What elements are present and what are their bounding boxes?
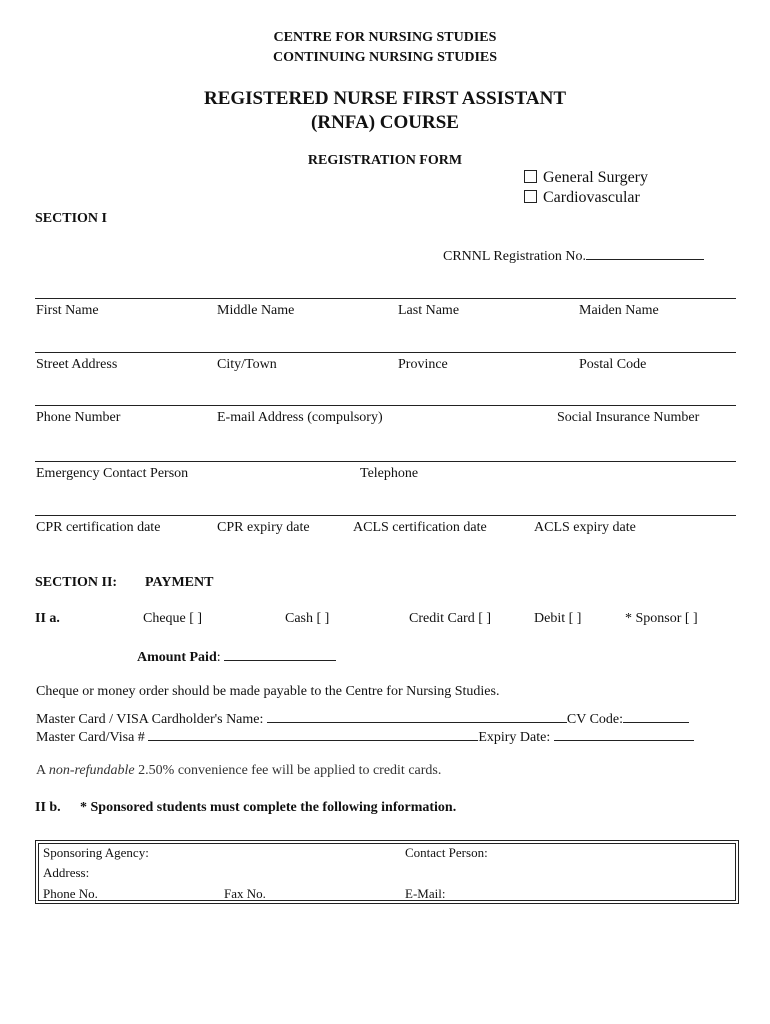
section-1-heading: SECTION I — [35, 211, 107, 226]
option-label: General Surgery — [543, 169, 648, 186]
card-number-input-line[interactable] — [148, 728, 478, 741]
course-title-line2: (RNFA) COURSE — [311, 112, 459, 133]
crnnl-input-line[interactable] — [586, 247, 704, 260]
cv-code-input-line[interactable] — [623, 710, 689, 723]
sponsored-instructions: * Sponsored students must complete the following information. — [80, 800, 457, 815]
expiry-date-input-line[interactable] — [554, 728, 694, 741]
expiry-date-label: Expiry Date: — [478, 730, 551, 745]
street-address-label: Street Address — [36, 357, 118, 372]
payment-credit-card-option[interactable]: Credit Card [ ] — [409, 611, 492, 626]
section-2-heading: SECTION II: — [35, 575, 118, 590]
payment-debit-option[interactable]: Debit [ ] — [534, 611, 582, 626]
option-general-surgery[interactable] — [524, 169, 648, 187]
option-label: Cardiovascular — [543, 189, 640, 206]
cpr-expiry-label: CPR expiry date — [217, 520, 310, 535]
option-cardiovascular[interactable] — [524, 189, 640, 207]
acls-expiry-label: ACLS expiry date — [534, 520, 636, 535]
cheque-payable-note: Cheque or money order should be made payable to the Centre for Nursing Studies. — [36, 684, 500, 699]
field-rule — [35, 352, 736, 353]
crnnl-label: CRNNL Registration No. — [443, 249, 586, 264]
field-rule — [35, 298, 736, 299]
last-name-label: Last Name — [398, 303, 460, 318]
address-label[interactable]: Address: — [43, 865, 90, 880]
cardholder-name-label: Master Card / VISA Cardholder's Name: — [36, 712, 264, 727]
amount-paid-label: Amount Paid — [137, 650, 217, 665]
first-name-label: First Name — [36, 303, 99, 318]
payment-heading: PAYMENT — [145, 575, 214, 590]
payment-sponsor-option[interactable]: * Sponsor [ ] — [625, 611, 698, 626]
department-name: CONTINUING NURSING STUDIES — [272, 50, 498, 65]
form-title: REGISTRATION FORM — [307, 153, 463, 168]
contact-person-label[interactable]: Contact Person: — [405, 845, 488, 860]
field-rule — [35, 515, 736, 516]
sponsoring-agency-label[interactable]: Sponsoring Agency: — [43, 845, 149, 860]
checkbox-icon[interactable] — [524, 170, 537, 183]
postal-code-label: Postal Code — [579, 357, 647, 372]
field-rule — [35, 461, 736, 462]
cpr-cert-date-label: CPR certification date — [36, 520, 161, 535]
section-2b-label: II b. — [35, 800, 61, 815]
city-label: City/Town — [217, 357, 277, 372]
sponsor-fax-label[interactable]: Fax No. — [224, 886, 266, 901]
emergency-contact-label: Emergency Contact Person — [36, 466, 189, 481]
cardholder-name-field[interactable] — [36, 710, 689, 728]
email-label: E-mail Address (compulsory) — [217, 410, 383, 425]
fee-note-text: 2.50% convenience fee will be applied to credit cards. — [134, 763, 442, 778]
cv-code-label: CV Code: — [566, 712, 624, 727]
middle-name-label: Middle Name — [217, 303, 295, 318]
card-number-field[interactable] — [36, 728, 694, 746]
phone-number-label: Phone Number — [36, 410, 121, 425]
sponsor-phone-label[interactable]: Phone No. — [43, 886, 98, 901]
province-label: Province — [398, 357, 448, 372]
crnnl-field[interactable] — [443, 247, 704, 265]
emergency-telephone-label: Telephone — [360, 466, 419, 481]
card-number-label: Master Card/Visa # — [36, 730, 145, 745]
course-title-line1: REGISTERED NURSE FIRST ASSISTANT — [203, 88, 566, 109]
convenience-fee-note — [36, 763, 441, 779]
field-rule — [35, 405, 736, 406]
payment-cash-option[interactable]: Cash [ ] — [285, 611, 330, 626]
checkbox-icon[interactable] — [524, 190, 537, 203]
sponsor-email-label[interactable]: E-Mail: — [405, 886, 446, 901]
acls-cert-date-label: ACLS certification date — [353, 520, 487, 535]
maiden-name-label: Maiden Name — [579, 303, 659, 318]
payment-cheque-option[interactable]: Cheque [ ] — [143, 611, 203, 626]
amount-paid-field[interactable]: Amount Paid: — [137, 648, 336, 666]
fee-note-emphasis: non-refundable — [48, 763, 135, 778]
fee-note-text: A — [36, 763, 49, 778]
sin-label: Social Insurance Number — [557, 410, 700, 425]
org-name: CENTRE FOR NURSING STUDIES — [273, 30, 497, 45]
section-2a-label: II a. — [35, 611, 60, 626]
cardholder-name-input-line[interactable] — [267, 710, 567, 723]
amount-paid-input-line[interactable] — [224, 648, 336, 661]
